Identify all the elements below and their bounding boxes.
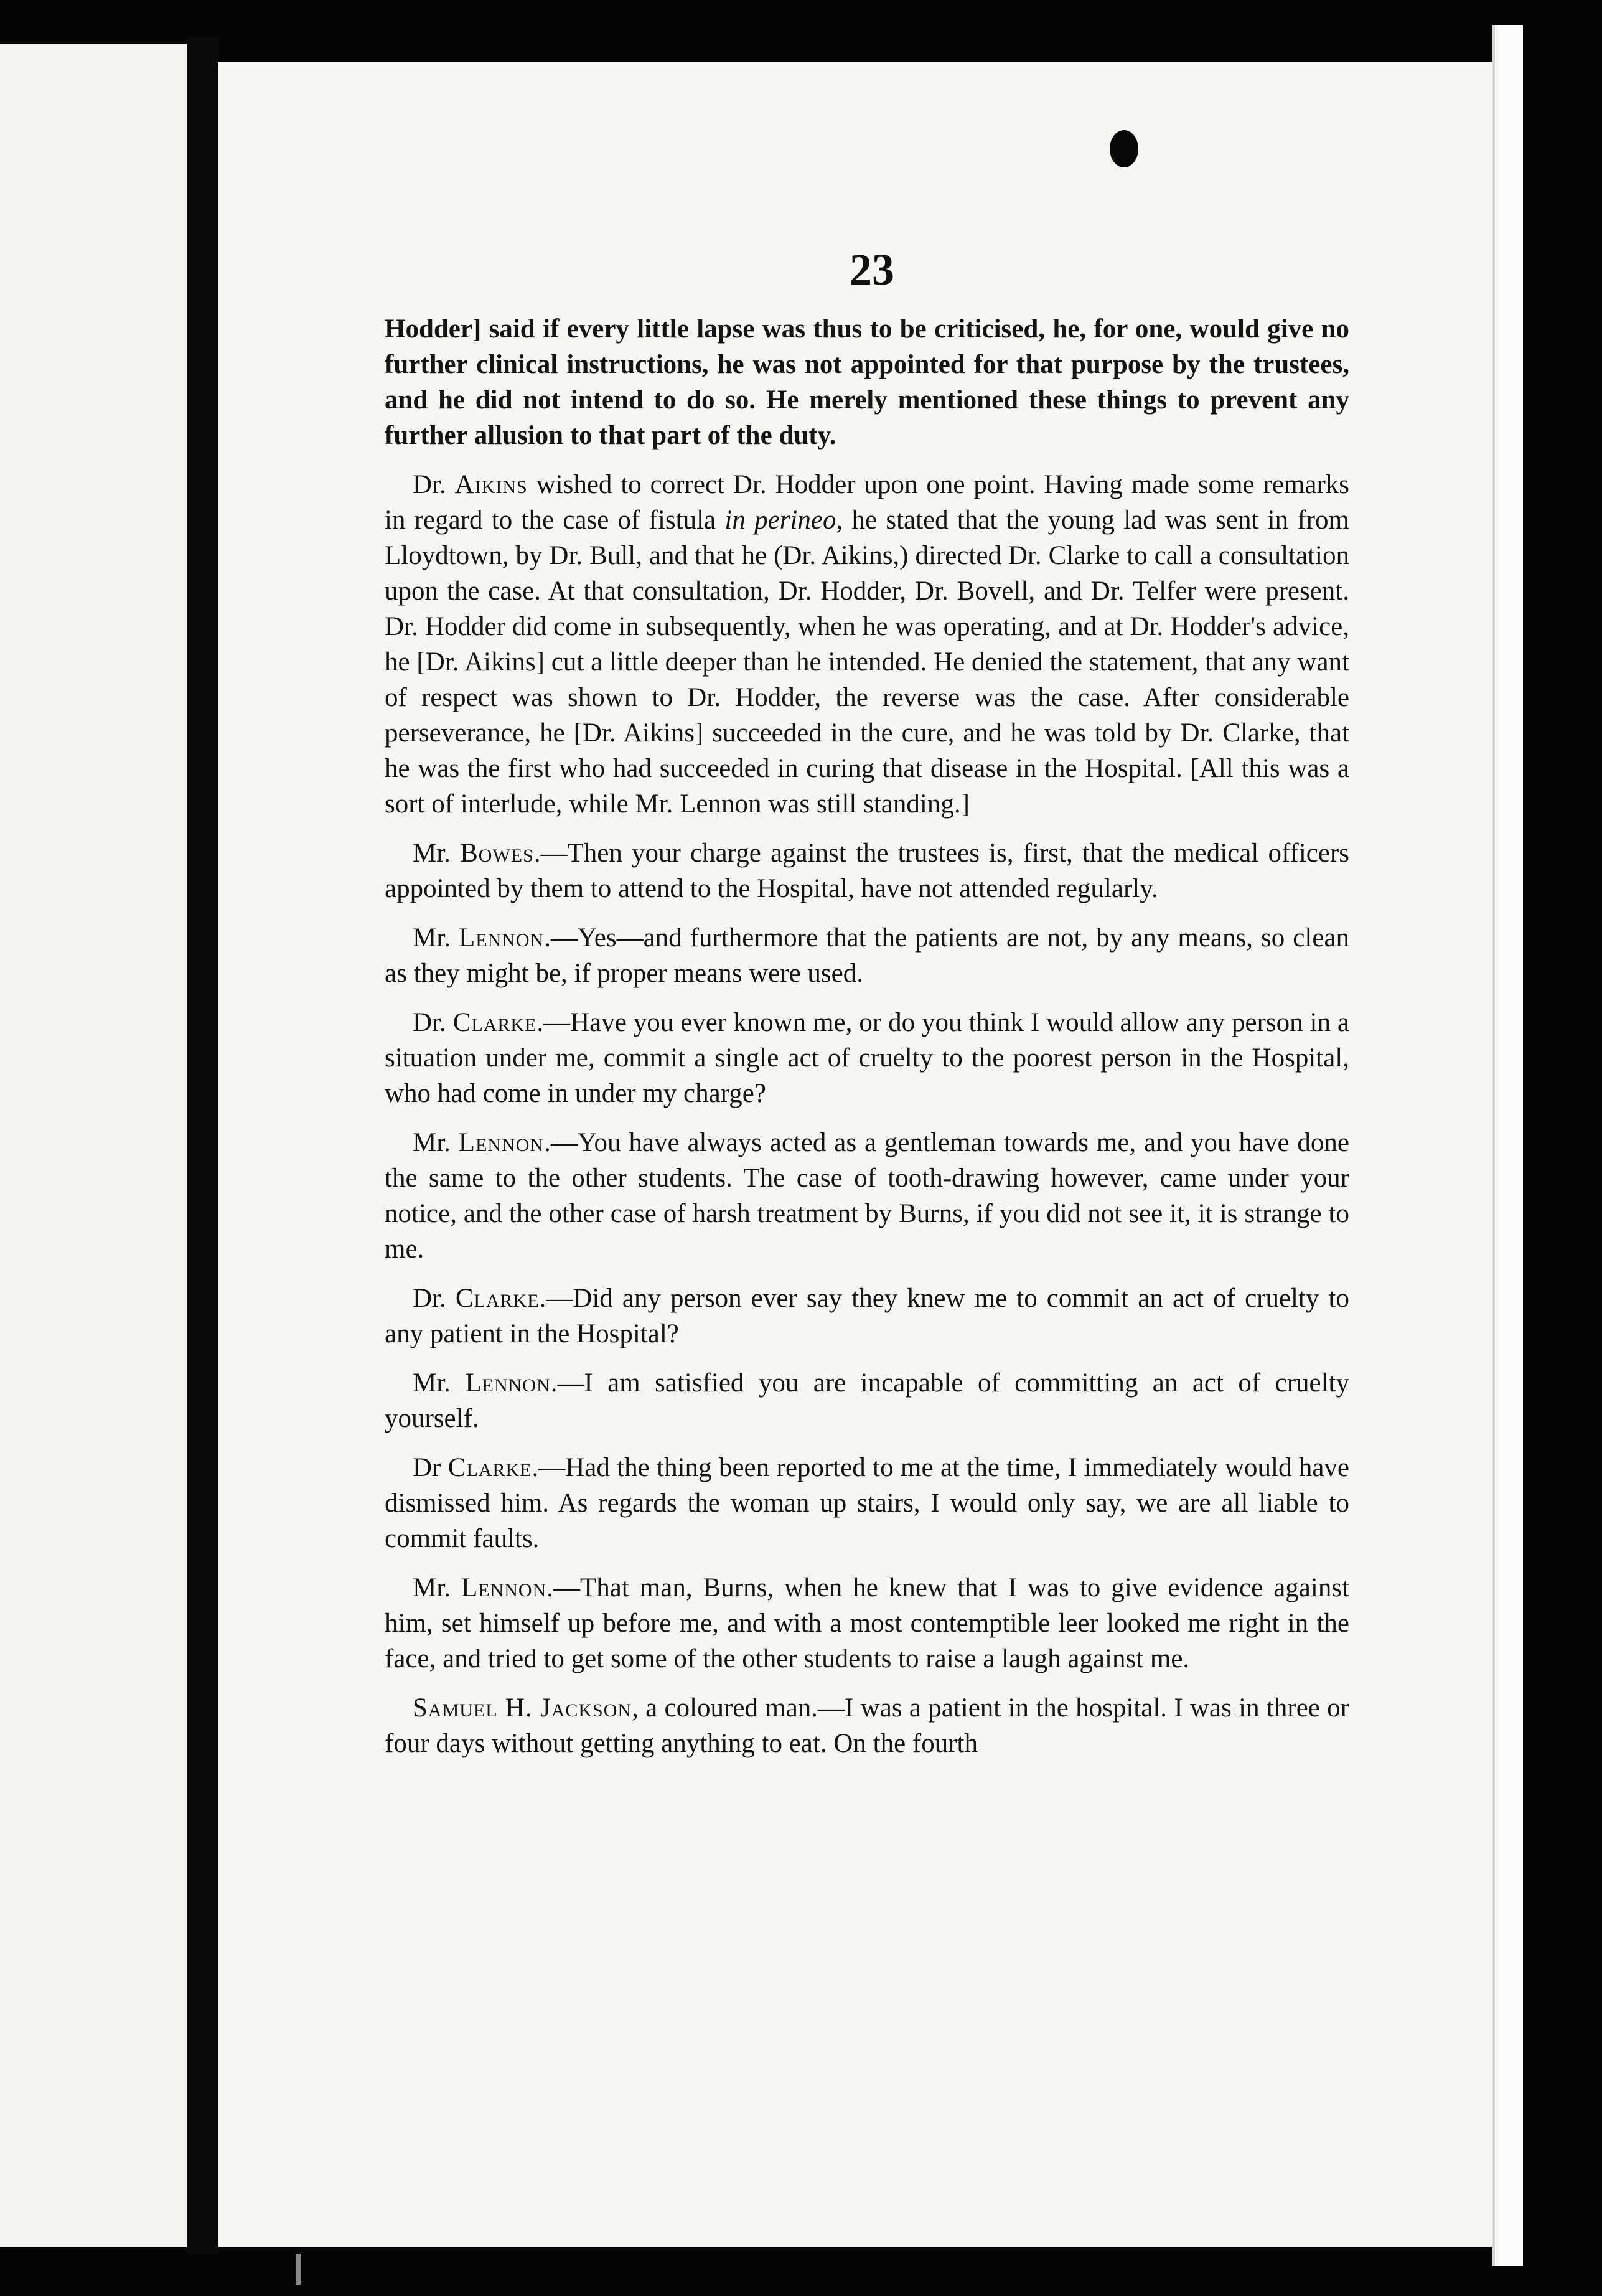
speaker-name: Samuel H. Jackson [413, 1693, 632, 1723]
page-right-edge [1492, 25, 1523, 2266]
text-run: , he stated that the young lad was sent in from Lloydtown, by Dr. Bull, and that he (Dr. Aikins,) directed Dr. Clarke to call a consultation upon the case. At that consultation, Dr. Hodder, Dr. Bovell, and Dr. Telfer were present. Dr. Hodder did come in subsequently, when he was operating, and at Dr. Hodder's advice, he [Dr. Aikins] cut a little deeper than he intended. He denied the statement, that any want of respect was shown to Dr. Hodder, the reverse was the case. After considerable perseverance, he [Dr. Aikins] succeeded in the cure, and he was told by Dr. Clarke, that he was the first who had succeeded in curing that disease in the Hospital. [All this was a sort of interlude, while Mr. Lennon was still standing.] [385, 506, 1349, 819]
text-run: Hodder] said if every little lapse was thus to be criticised, he, for one, would give no further clinical instructions, he was not appointed for that purpose by the trustees, and he did not intend to do so. He merely mentioned these things to prevent any further allusion to that part of the duty. [385, 314, 1349, 450]
text-run: wished to correct Dr. Hodder upon one point. Having made some remarks in regard to the case of fistula [385, 470, 1349, 535]
text-run: Dr. [413, 1008, 453, 1037]
binding-gutter [187, 37, 219, 2254]
text-run: Dr. [413, 470, 455, 499]
text-run: Mr. [413, 923, 459, 953]
previous-page-edge [0, 44, 193, 2247]
paragraph-0 [385, 311, 1349, 453]
italic-term: in perineo [724, 506, 836, 535]
paragraph-3 [385, 920, 1349, 991]
text-run: Mr. [413, 1573, 461, 1602]
page-number: 23 [850, 245, 894, 294]
speaker-name: Lennon [461, 1573, 547, 1602]
paragraph-8 [385, 1450, 1349, 1556]
text-run: .—Yes—and furthermore that the patients are not, by any means, so clean as they might be, if proper means were used. [385, 923, 1349, 988]
text-run: Dr [413, 1453, 448, 1482]
text-run: .—Then your charge against the trustees is, first, that the medical officers appointed by them to attend to the Hospital, have not attended regularly. [385, 839, 1349, 903]
speaker-name: Aikins [454, 470, 528, 499]
scan-artifact-mark [296, 2254, 301, 2285]
text-run: Dr. [413, 1284, 456, 1313]
speaker-name: Lennon [458, 923, 545, 953]
previous-page-line-ends [169, 342, 182, 1152]
speaker-name: Clarke [447, 1453, 532, 1482]
body-text [385, 311, 1349, 1775]
text-run: .—Have you ever known me, or do you think I would allow any person in a situation under me, commit a single act of cruelty to the poorest person in the Hospital, who had come in under my charge? [385, 1008, 1349, 1108]
text-run: .—Had the thing been reported to me at the time, I immediately would have dismissed him. As regards the woman up stairs, I would only say, we are all liable to commit faults. [385, 1453, 1350, 1553]
text-run: .—That man, Burns, when he knew that I was to give evidence against him, set himself up before me, and with a most contemptible leer looked me right in the face, and tried to get some of the other students to raise a laugh against me. [385, 1573, 1349, 1673]
text-run: .—I am satisfied you are incapable of committing an act of cruelty yourself. [385, 1368, 1349, 1433]
speaker-name: Bowes [460, 839, 534, 868]
paragraph-6 [385, 1281, 1349, 1352]
paragraph-7 [385, 1365, 1349, 1436]
text-run: .—Did any person ever say they knew me to commit an act of cruelty to any patient in the Hospital? [385, 1284, 1349, 1348]
paragraph-5 [385, 1125, 1349, 1267]
speaker-name: Clarke [455, 1284, 540, 1313]
text-run: , a coloured man.—I was a patient in the hospital. I was in three or four days without getting anything to eat. On the fourth [385, 1693, 1349, 1758]
punch-hole-mark [1110, 130, 1138, 167]
paragraph-2 [385, 835, 1349, 906]
paragraph-1 [385, 467, 1349, 822]
text-run: Mr. [413, 1368, 466, 1398]
speaker-name: Clarke [452, 1008, 537, 1037]
paragraph-10 [385, 1690, 1349, 1761]
text-run: .—You have always acted as a gentleman towards me, and you have done the same to the other students. The case of tooth-drawing however, came under your notice, and the other case of harsh treatment by Burns, if you did not see it, it is strange to me. [385, 1128, 1349, 1264]
text-run: Mr. [413, 839, 461, 868]
speaker-name: Lennon [465, 1368, 551, 1398]
text-run: Mr. [413, 1128, 459, 1157]
speaker-name: Lennon [458, 1128, 545, 1157]
paragraph-9 [385, 1570, 1349, 1677]
paragraph-4 [385, 1005, 1349, 1111]
